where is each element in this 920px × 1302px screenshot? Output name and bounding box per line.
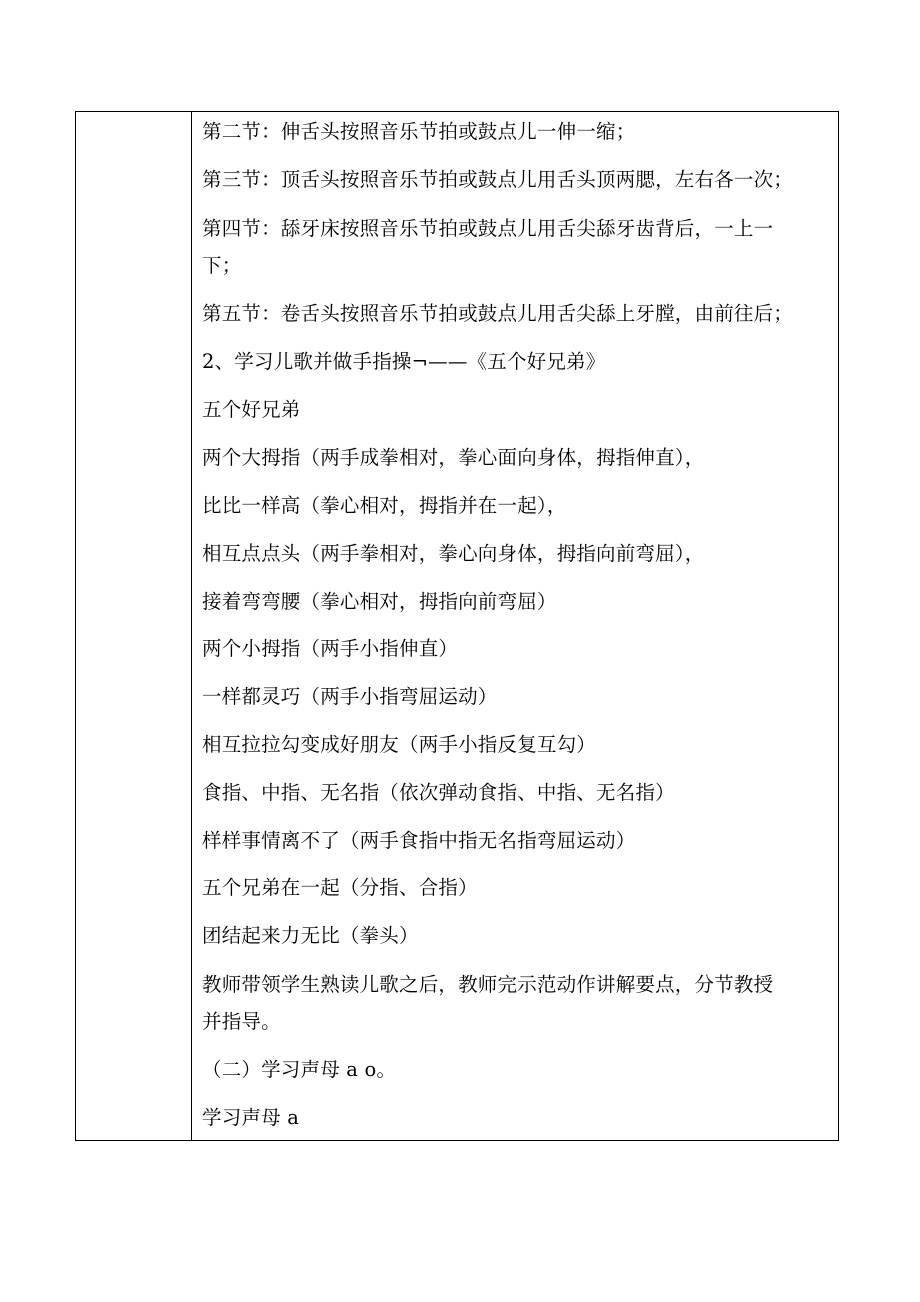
lesson-table — [75, 111, 839, 1141]
text-line: 样样事情离不了（两手食指中指无名指弯屈运动） — [202, 829, 636, 852]
text-line: 下； — [202, 254, 242, 277]
text-line: 食指、中指、无名指（依次弹动食指、中指、无名指） — [202, 781, 675, 804]
text-line: 五个兄弟在一起（分指、合指） — [202, 876, 478, 899]
text-line: 第三节：顶舌头按照音乐节拍或鼓点儿用舌头顶两腮，左右各一次； — [202, 168, 794, 191]
text-line: 第二节：伸舌头按照音乐节拍或鼓点儿一伸一缩； — [202, 120, 636, 143]
text-line: 两个大拇指（两手成拳相对，拳心面向身体，拇指伸直）， — [202, 446, 705, 469]
text-line: （二）学习声母 a o。 — [202, 1058, 397, 1081]
text-line: 接着弯弯腰（拳心相对，拇指向前弯屈） — [202, 590, 557, 613]
text-line: 2、学习儿歌并做手指操¬——《五个好兄弟》 — [202, 350, 606, 373]
text-line: 相互拉拉勾变成好朋友（两手小指反复互勾） — [202, 733, 597, 756]
text-line: 一样都灵巧（两手小指弯屈运动） — [202, 685, 498, 708]
text-line: 团结起来力无比（拳头） — [202, 924, 419, 947]
text-line: 两个小拇指（两手小指伸直） — [202, 637, 459, 660]
text-line: 五个好兄弟 — [202, 398, 301, 421]
text-line: 教师带领学生熟读儿歌之后，教师完示范动作讲解要点，分节教授 — [202, 973, 774, 996]
table-content-cell — [192, 112, 838, 1140]
text-line: 相互点点头（两手拳相对，拳心向身体，拇指向前弯屈）， — [202, 542, 705, 565]
table-left-column — [76, 112, 192, 1140]
text-line: 第四节：舔牙床按照音乐节拍或鼓点儿用舌尖舔牙齿背后，一上一 — [202, 217, 774, 240]
text-line: 并指导。 — [202, 1010, 281, 1033]
text-line: 学习声母 a — [202, 1106, 300, 1129]
text-line: 第五节：卷舌头按照音乐节拍或鼓点儿用舌尖舔上牙膛，由前往后； — [202, 302, 794, 325]
text-line: 比比一样高（拳心相对，拇指并在一起）， — [202, 494, 567, 517]
